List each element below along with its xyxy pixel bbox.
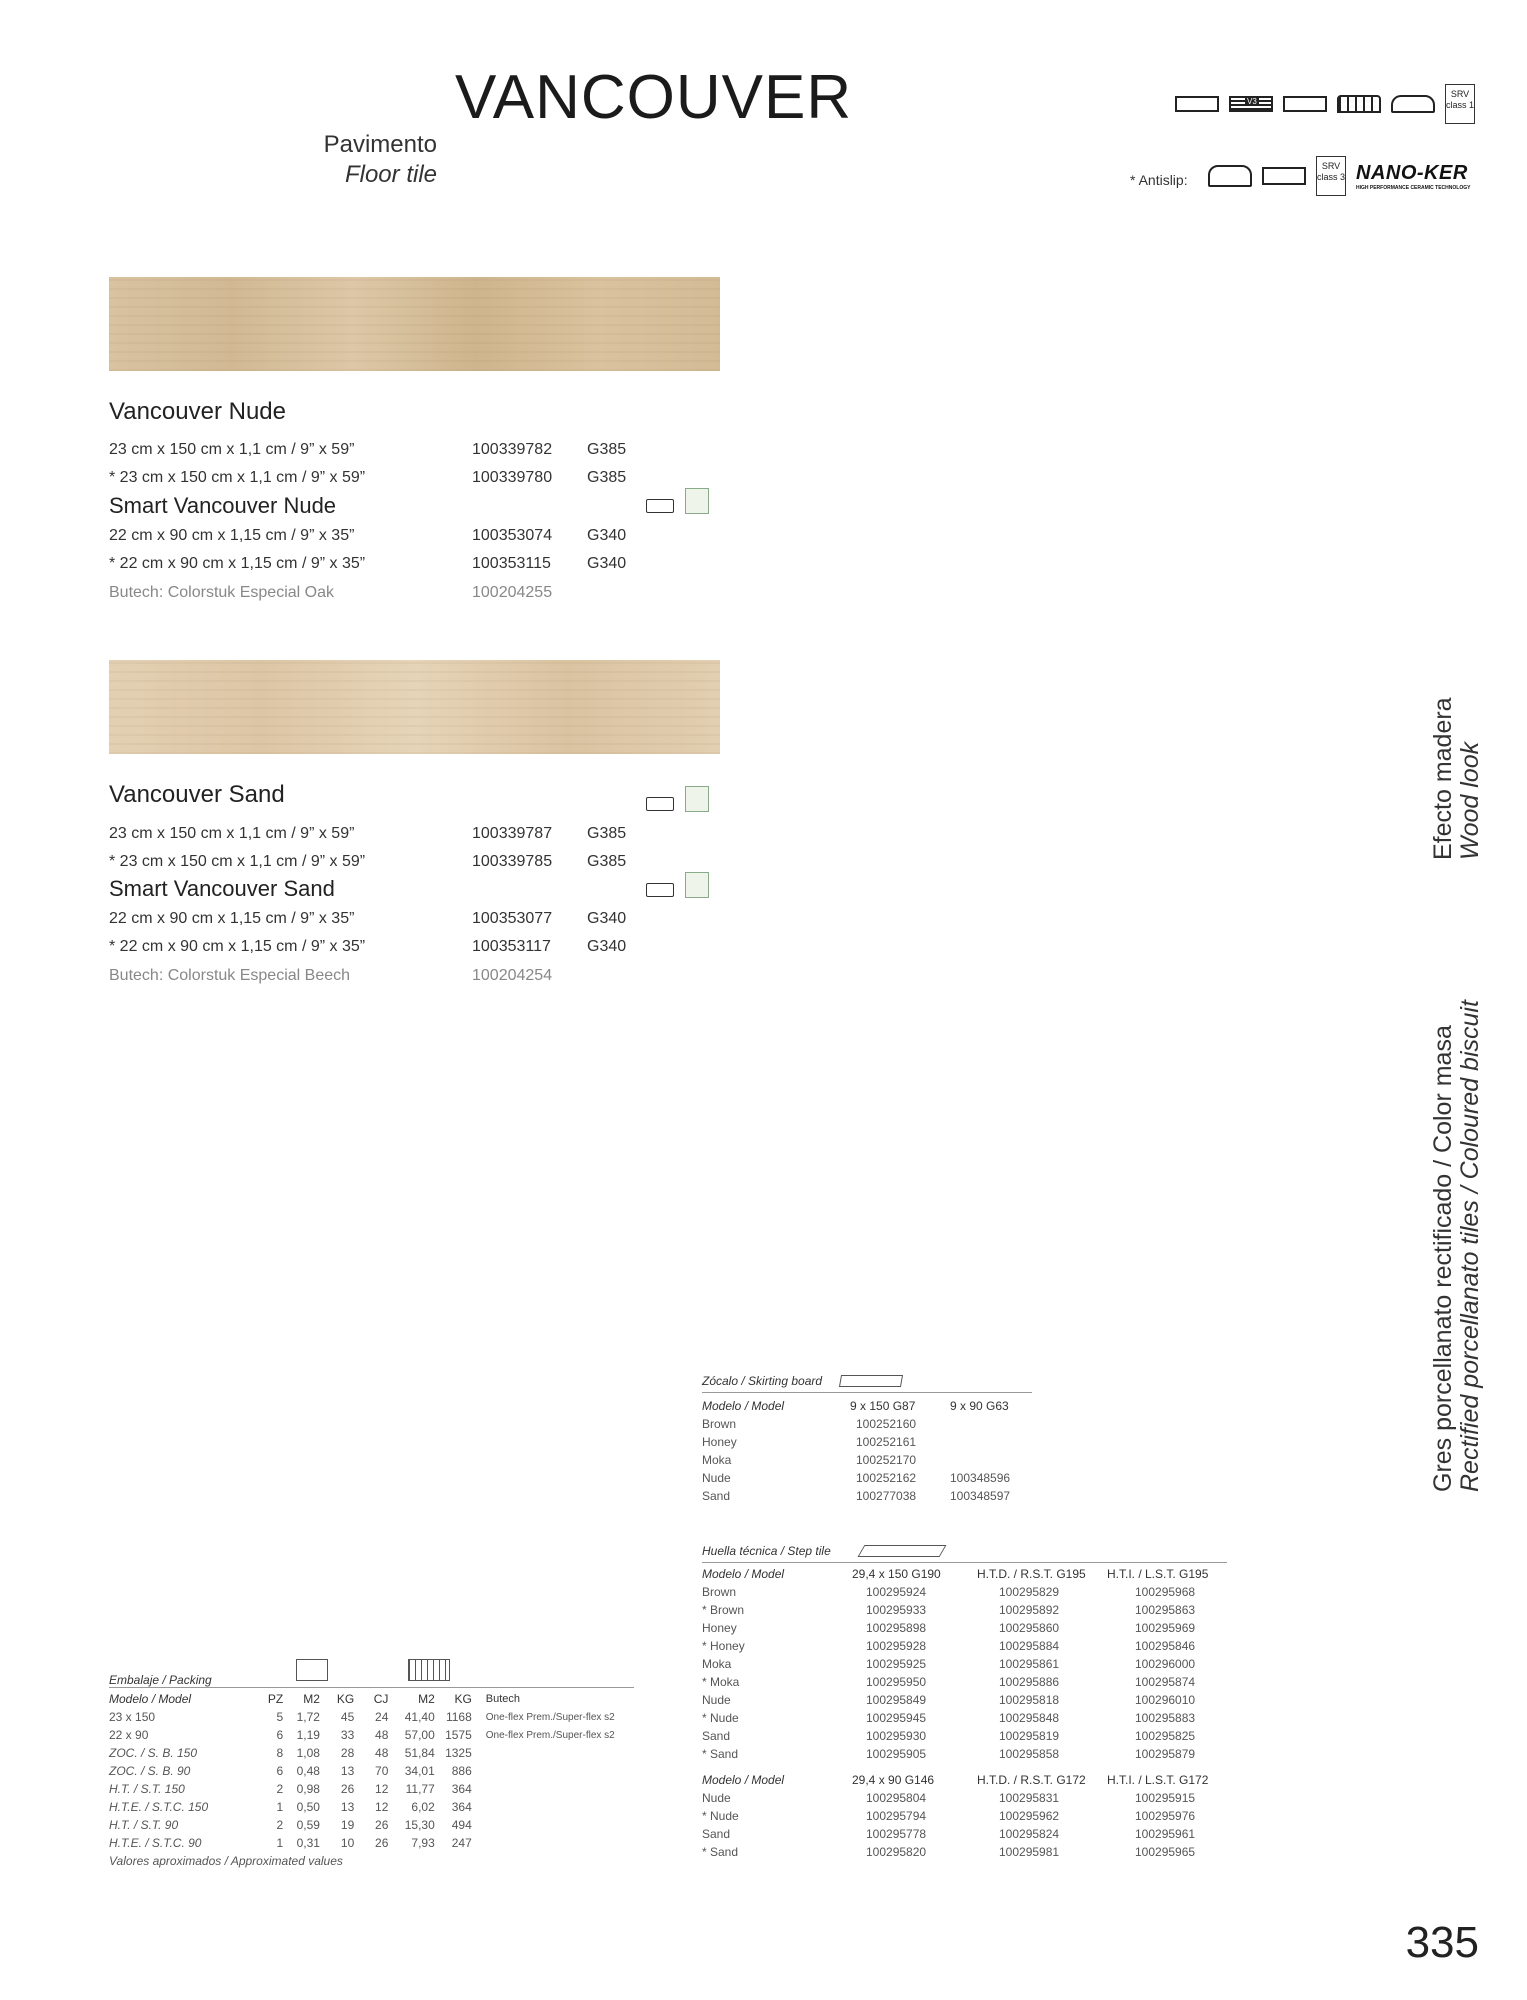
col-header: M2	[303, 1692, 320, 1706]
table-cell: * Moka	[702, 1675, 740, 1689]
table-cell: 100295969	[1135, 1621, 1196, 1635]
table-cell: 100252160	[856, 1417, 917, 1431]
packing-note: Valores aproximados / Approximated values	[109, 1854, 343, 1868]
table-cell: 100295863	[1135, 1603, 1196, 1617]
table-row	[109, 1726, 634, 1744]
table-cell: Sand	[702, 1489, 731, 1503]
product-name: Vancouver Sand	[109, 781, 285, 808]
subtitle	[324, 130, 437, 190]
table-row	[109, 1834, 634, 1852]
table-cell: 100295860	[999, 1621, 1060, 1635]
table-cell: 0,48	[296, 1764, 320, 1778]
table-cell	[472, 1834, 634, 1852]
col-header: KG	[336, 1692, 355, 1706]
table-cell: 100295778	[866, 1827, 927, 1841]
table-cell: 57,00	[404, 1728, 435, 1742]
table-cell	[472, 1744, 634, 1762]
table-cell: 8	[276, 1746, 284, 1760]
step-title: Huella técnica / Step tile	[702, 1544, 831, 1558]
table-header	[109, 1690, 634, 1708]
table-cell: 24	[375, 1710, 389, 1724]
table-cell: 886	[451, 1764, 472, 1778]
srv-class-1-icon: SRV class 1	[1445, 84, 1475, 124]
product-code: 100353115	[472, 555, 551, 572]
skirting-board-icon	[839, 1375, 903, 1387]
col-header: H.T.D. / R.S.T. G172	[977, 1773, 1086, 1787]
table-cell	[472, 1762, 634, 1780]
table-cell: 100277038	[856, 1489, 917, 1503]
step-table	[702, 1565, 1227, 1861]
table-cell: 100252162	[856, 1471, 917, 1485]
table-cell: 1168	[445, 1710, 472, 1724]
table-cell: 100295981	[999, 1845, 1060, 1859]
product-code: 100339780	[472, 469, 553, 486]
table-row	[702, 1843, 1227, 1861]
table-cell: 100295861	[999, 1657, 1060, 1671]
table-cell: Nude	[702, 1471, 731, 1485]
table-row	[702, 1825, 1227, 1843]
shoe-icon	[1391, 95, 1435, 113]
look-en: Wood look	[1456, 741, 1484, 860]
table-cell: 48	[375, 1746, 389, 1760]
product-group: G385	[587, 469, 627, 486]
table-cell: 100295924	[866, 1585, 927, 1599]
table-cell: 26	[340, 1782, 355, 1796]
col-header: Modelo / Model	[702, 1567, 785, 1581]
table-cell: H.T.E. / S.T.C. 150	[109, 1800, 209, 1814]
product-name: Vancouver Nude	[109, 398, 286, 425]
table-cell	[472, 1780, 634, 1798]
page-number: 335	[1405, 1918, 1479, 1967]
butech-code: 100204255	[472, 584, 553, 601]
box-icon	[296, 1659, 328, 1681]
table-row	[702, 1469, 1032, 1487]
table-cell: 494	[451, 1818, 472, 1832]
col-header: H.T.D. / R.S.T. G195	[977, 1567, 1086, 1581]
table-cell: 100295961	[1135, 1827, 1196, 1841]
table-cell: 70	[375, 1764, 389, 1778]
product-size: 22 cm x 90 cm x 1,15 cm / 9” x 35”	[109, 527, 355, 544]
table-row	[702, 1745, 1227, 1763]
body-en: Rectified porcellanato tiles / Coloured biscuit	[1456, 1000, 1484, 1492]
table-cell: ZOC. / S. B. 150	[109, 1746, 198, 1760]
table-cell: 100295848	[999, 1711, 1060, 1725]
col-header: 9 x 90 G63	[950, 1399, 1009, 1413]
table-cell: 33	[340, 1728, 355, 1742]
table-cell: Nude	[702, 1791, 731, 1805]
look-es: Efecto madera	[1429, 697, 1457, 860]
table-cell: 100295794	[866, 1809, 927, 1823]
table-cell: 1575	[445, 1728, 472, 1742]
ecolabel-icon	[685, 786, 709, 812]
table-row	[109, 1744, 634, 1762]
product-code: 100353074	[472, 527, 553, 544]
table-cell: 100295898	[866, 1621, 927, 1635]
table-row	[702, 1601, 1227, 1619]
table-cell: Sand	[702, 1729, 731, 1743]
brand-name: NANO-KER	[1356, 161, 1468, 184]
table-row	[702, 1673, 1227, 1691]
brand-tagline: HIGH PERFORMANCE CERAMIC TECHNOLOGY	[1356, 184, 1471, 191]
table-cell: * Honey	[702, 1639, 745, 1653]
table-cell: 364	[451, 1800, 472, 1814]
product-group: G385	[587, 441, 627, 458]
table-cell: 100295928	[866, 1639, 927, 1653]
table-cell	[472, 1816, 634, 1834]
col-header: Butech	[485, 1693, 521, 1705]
col-header: CJ	[373, 1692, 389, 1706]
product-group: G340	[587, 527, 627, 544]
shoe-antislip-icon	[1208, 165, 1252, 187]
table-cell: 100295905	[866, 1747, 927, 1761]
ecolabel-icon	[685, 488, 709, 514]
butech-label: Butech: Colorstuk Especial Beech	[109, 967, 351, 984]
table-cell: 100295976	[1135, 1809, 1196, 1823]
tile-swatch-nude	[109, 277, 720, 371]
table-cell: 0,31	[296, 1836, 320, 1850]
subtitle-en: Floor tile	[344, 161, 437, 188]
table-cell: 1	[276, 1836, 284, 1850]
table-cell: ZOC. / S. B. 90	[109, 1764, 191, 1778]
frost-icon	[1337, 95, 1381, 113]
product-code: 100339787	[472, 825, 553, 842]
v-badge: V3	[1247, 97, 1257, 106]
table-cell: 19	[340, 1818, 355, 1832]
table-cell: 100295930	[866, 1729, 927, 1743]
table-cell: 100295945	[866, 1711, 927, 1725]
table-header	[702, 1397, 1032, 1415]
table-cell: 100348596	[950, 1471, 1011, 1485]
table-cell: 100295825	[1135, 1729, 1196, 1743]
table-cell: 1,72	[296, 1710, 320, 1724]
table-cell: One-flex Prem./Super-flex s2	[485, 1711, 615, 1723]
table-cell: Sand	[702, 1827, 731, 1841]
page-title: VANCOUVER	[455, 63, 853, 132]
table-row	[702, 1709, 1227, 1727]
table-row	[702, 1789, 1227, 1807]
table-cell: 0,50	[296, 1800, 320, 1814]
table-cell: 23 x 150	[109, 1710, 156, 1724]
table-cell: 1,19	[296, 1728, 320, 1742]
antislip-mini-icon	[646, 797, 674, 811]
table-cell: 100295933	[866, 1603, 927, 1617]
table-cell: 100295950	[866, 1675, 927, 1689]
butech-label: Butech: Colorstuk Especial Oak	[109, 584, 334, 601]
table-cell: * Sand	[702, 1845, 739, 1859]
table-cell: 364	[451, 1782, 472, 1796]
table-cell: 6	[276, 1764, 284, 1778]
skirting-section	[702, 1370, 1032, 1505]
product-size: 22 cm x 90 cm x 1,15 cm / 9” x 35”	[109, 910, 355, 927]
table-cell: 13	[340, 1800, 355, 1814]
product-size: * 22 cm x 90 cm x 1,15 cm / 9” x 35”	[109, 938, 366, 955]
table-cell: 100295858	[999, 1747, 1060, 1761]
product-code: 100339785	[472, 853, 553, 870]
product-group: G340	[587, 910, 627, 927]
col-header: 29,4 x 150 G190	[852, 1567, 941, 1581]
table-cell: Honey	[702, 1621, 737, 1635]
table-cell: 1325	[445, 1746, 472, 1760]
tile-swatch-sand	[109, 660, 720, 754]
table-cell: 48	[375, 1728, 389, 1742]
srv-class-3-icon: SRV class 3	[1316, 156, 1346, 196]
butech-code: 100204254	[472, 967, 553, 984]
smart-product-name: Smart Vancouver Sand	[109, 876, 335, 901]
table-cell: Brown	[702, 1585, 737, 1599]
antislip-icons	[1208, 156, 1470, 196]
table-row	[702, 1655, 1227, 1673]
product-group: G340	[587, 555, 627, 572]
table-cell: 12	[375, 1800, 389, 1814]
table-cell: 51,84	[404, 1746, 435, 1760]
table-cell: 100295968	[1135, 1585, 1196, 1599]
table-cell: 100252170	[856, 1453, 917, 1467]
col-header: Modelo / Model	[702, 1773, 785, 1787]
table-cell: 100295818	[999, 1693, 1060, 1707]
table-cell: H.T. / S.T. 150	[109, 1782, 185, 1796]
side-label-look	[1430, 697, 1484, 860]
table-cell: 100295804	[866, 1791, 927, 1805]
subtitle-es: Pavimento	[323, 131, 437, 158]
table-cell: 100295884	[999, 1639, 1060, 1653]
col-header: 9 x 150 G87	[850, 1399, 916, 1413]
table-cell: Honey	[702, 1435, 737, 1449]
table-row	[702, 1807, 1227, 1825]
table-cell: Brown	[702, 1417, 737, 1431]
table-cell: * Nude	[702, 1809, 739, 1823]
table-cell: H.T.E. / S.T.C. 90	[109, 1836, 202, 1850]
table-cell: 11,77	[405, 1782, 435, 1796]
table-header	[702, 1763, 1227, 1789]
table-row	[702, 1619, 1227, 1637]
product-group: G340	[587, 938, 627, 955]
table-cell: 6	[276, 1728, 284, 1742]
spec-icons	[1175, 84, 1475, 124]
table-cell: 100295915	[1135, 1791, 1196, 1805]
table-cell: 247	[451, 1836, 472, 1850]
table-cell: 10	[340, 1836, 355, 1850]
table-row	[109, 1708, 634, 1726]
col-header: H.T.I. / L.S.T. G195	[1107, 1567, 1209, 1581]
product-size: * 23 cm x 150 cm x 1,1 cm / 9” x 59”	[109, 853, 366, 870]
table-cell: 5	[276, 1710, 284, 1724]
col-header: H.T.I. / L.S.T. G172	[1107, 1773, 1209, 1787]
table-cell: Nude	[702, 1693, 731, 1707]
table-row	[109, 1798, 634, 1816]
table-row	[702, 1727, 1227, 1745]
side-label-body	[1430, 1000, 1484, 1492]
antislip-mini-icon	[646, 883, 674, 897]
product-size: * 22 cm x 90 cm x 1,15 cm / 9” x 35”	[109, 555, 366, 572]
table-cell: 100295886	[999, 1675, 1060, 1689]
table-cell: 12	[375, 1782, 389, 1796]
product-code: 100353117	[472, 938, 551, 955]
table-cell: 100295819	[999, 1729, 1060, 1743]
col-header: KG	[454, 1692, 472, 1706]
packing-title: Embalaje / Packing	[109, 1673, 212, 1687]
table-cell	[950, 1415, 1032, 1433]
table-cell: 100295962	[999, 1809, 1060, 1823]
table-cell: 100295849	[866, 1693, 927, 1707]
table-row	[109, 1816, 634, 1834]
table-cell	[472, 1798, 634, 1816]
product-group: G385	[587, 825, 627, 842]
table-row	[702, 1433, 1032, 1451]
table-cell: * Brown	[702, 1603, 745, 1617]
table-row	[702, 1487, 1032, 1505]
table-cell: 6,02	[411, 1800, 435, 1814]
packing-section	[109, 1655, 634, 1868]
thickness-icon	[1175, 96, 1219, 112]
table-cell: 45	[340, 1710, 355, 1724]
packing-table	[109, 1690, 634, 1852]
table-cell: 41,40	[404, 1710, 435, 1724]
table-cell: 100295824	[999, 1827, 1060, 1841]
table-cell: 34,01	[404, 1764, 435, 1778]
table-cell: 13	[340, 1764, 355, 1778]
table-cell: 2	[276, 1782, 284, 1796]
smart-product-name: Smart Vancouver Nude	[109, 493, 337, 518]
table-cell: One-flex Prem./Super-flex s2	[485, 1729, 615, 1741]
table-cell: 100295831	[999, 1791, 1060, 1805]
table-cell: Moka	[702, 1453, 732, 1467]
table-row	[702, 1583, 1227, 1601]
table-cell: 0,59	[296, 1818, 320, 1832]
table-cell: 26	[375, 1836, 389, 1850]
table-cell: 100252161	[856, 1435, 917, 1449]
table-cell: * Nude	[702, 1711, 739, 1725]
table-cell: 28	[340, 1746, 355, 1760]
table-cell: 100295846	[1135, 1639, 1196, 1653]
table-cell: 22 x 90	[109, 1728, 149, 1742]
antislip-mini-icon	[646, 499, 674, 513]
table-cell: 100295874	[1135, 1675, 1196, 1689]
product-size: 23 cm x 150 cm x 1,1 cm / 9” x 59”	[109, 825, 355, 842]
skirting-title: Zócalo / Skirting board	[702, 1374, 823, 1388]
antislip-label: * Antislip:	[1130, 172, 1188, 188]
pallet-icon	[408, 1659, 450, 1681]
table-cell: 100295892	[999, 1603, 1060, 1617]
col-header: Modelo / Model	[702, 1399, 785, 1413]
col-header: PZ	[267, 1692, 284, 1706]
table-cell: 15,30	[404, 1818, 435, 1832]
table-row	[109, 1762, 634, 1780]
table-cell: 100348597	[950, 1489, 1011, 1503]
table-cell: 100295965	[1135, 1845, 1196, 1859]
table-cell: 100295820	[866, 1845, 927, 1859]
table-cell: 1,08	[296, 1746, 320, 1760]
skirting-table	[702, 1397, 1032, 1505]
table-cell: 100296010	[1135, 1693, 1196, 1707]
table-header	[702, 1565, 1227, 1583]
table-cell: 1	[276, 1800, 284, 1814]
ramp-icon	[1262, 167, 1306, 185]
table-row	[109, 1780, 634, 1798]
step-tile-icon	[857, 1545, 946, 1557]
table-row	[702, 1691, 1227, 1709]
table-cell: 100295883	[1135, 1711, 1196, 1725]
product-size: 23 cm x 150 cm x 1,1 cm / 9” x 59”	[109, 441, 355, 458]
table-cell: 2	[276, 1818, 284, 1832]
rectified-icon	[1283, 96, 1327, 112]
ecolabel-icon	[685, 872, 709, 898]
col-header: Modelo / Model	[109, 1692, 192, 1706]
body-es: Gres porcellanato rectificado / Color masa	[1429, 1025, 1457, 1492]
table-cell: H.T. / S.T. 90	[109, 1818, 179, 1832]
product-code: 100353077	[472, 910, 553, 927]
product-size: * 23 cm x 150 cm x 1,1 cm / 9” x 59”	[109, 469, 366, 486]
table-cell: 100296000	[1135, 1657, 1196, 1671]
table-cell: 100295829	[999, 1585, 1060, 1599]
table-row	[702, 1451, 1032, 1469]
table-cell: * Sand	[702, 1747, 739, 1761]
table-row	[702, 1637, 1227, 1655]
table-cell: 100295925	[866, 1657, 927, 1671]
table-cell	[950, 1451, 1032, 1469]
step-section	[702, 1540, 1227, 1861]
col-header: 29,4 x 90 G146	[852, 1773, 935, 1787]
col-header: M2	[418, 1692, 435, 1706]
table-row	[702, 1415, 1032, 1433]
table-cell: 26	[375, 1818, 389, 1832]
variation-icon	[1229, 96, 1273, 112]
product-group: G385	[587, 853, 627, 870]
table-cell	[950, 1433, 1032, 1451]
table-cell: Moka	[702, 1657, 732, 1671]
nanoker-logo	[1356, 162, 1470, 191]
table-cell: 7,93	[411, 1836, 435, 1850]
table-cell: 0,98	[296, 1782, 320, 1796]
product-code: 100339782	[472, 441, 553, 458]
table-cell: 100295879	[1135, 1747, 1196, 1761]
